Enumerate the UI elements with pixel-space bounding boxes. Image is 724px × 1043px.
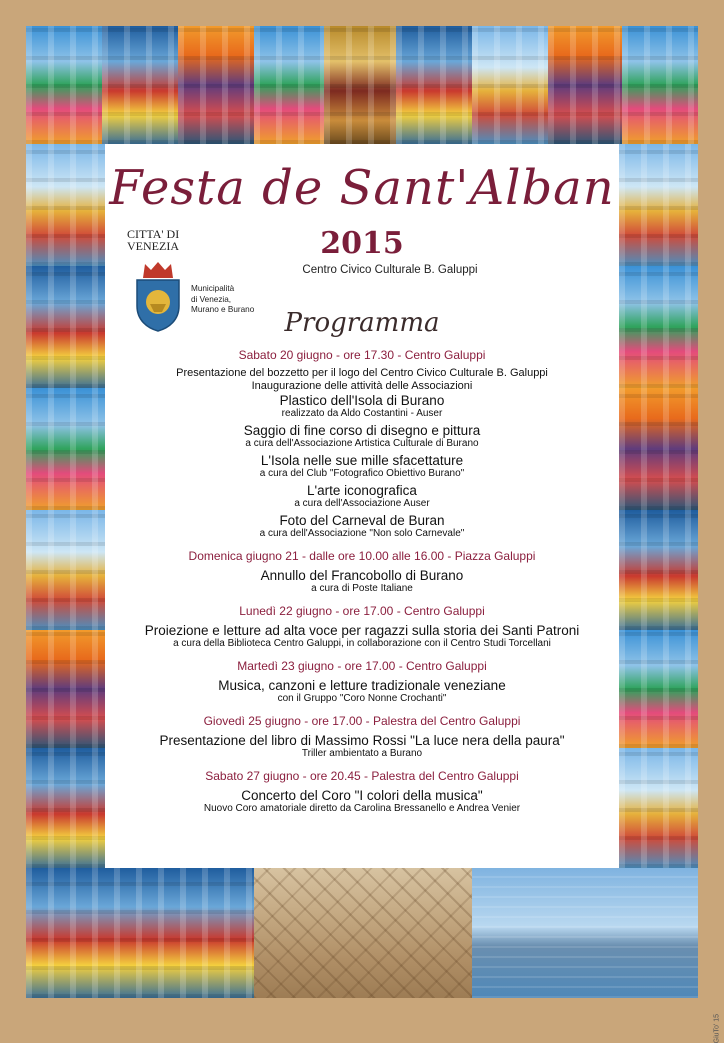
municipality-line-3: Murano e Burano <box>191 305 255 314</box>
photo-bottom-houses <box>26 868 254 998</box>
event-organizer: realizzato da Aldo Costantini - Auser <box>281 408 443 419</box>
event-title: L'Isola nelle sue mille sfacettature <box>260 453 464 468</box>
event-title: Plastico dell'Isola di Burano <box>279 393 445 408</box>
event-title: Annullo del Francobollo di Burano <box>260 568 464 583</box>
event-title: L'arte iconografica <box>307 483 417 498</box>
municipality-line-2: di Venezia, <box>191 294 232 304</box>
event-title: Presentazione del libro di Massimo Rossi "La luce nera della paura" <box>159 733 565 748</box>
event-organizer: Nuovo Coro amatoriale diretto da Carolina Bressanello e Andrea Venier <box>203 803 521 814</box>
city-line-2: VENEZIA <box>127 239 179 253</box>
photo-burano-houses-4 <box>254 26 324 144</box>
city-line-1: CITTA' DI <box>127 227 180 241</box>
event-organizer: a cura dell'Associazione Artistica Culturale di Burano <box>245 438 479 449</box>
event-organizer: con il Gruppo "Coro Nonne Crochanti" <box>277 693 447 704</box>
photo-right-3 <box>619 388 698 510</box>
photo-icon-saint <box>324 26 396 144</box>
event-description: Inaugurazione delle attività delle Associazioni <box>251 380 473 392</box>
event-organizer: Triller ambientato a Burano <box>301 748 423 759</box>
photo-right-2 <box>619 266 698 388</box>
photo-burano-houses-2 <box>102 26 178 144</box>
photo-right-6 <box>619 748 698 868</box>
photo-burano-houses-1 <box>26 26 102 144</box>
event-title: Proiezione e letture ad alta voce per ragazzi sulla storia dei Santi Patroni <box>144 623 580 638</box>
photo-left-5 <box>26 630 105 748</box>
event-organizer: a cura dell'Associazione "Non solo Carnevale" <box>259 528 465 539</box>
municipality-logo <box>127 227 267 314</box>
city-name <box>127 228 197 252</box>
event-title: Concerto del Coro "I colori della musica" <box>241 788 483 803</box>
municipality-line-1: Municipalità <box>191 284 235 293</box>
photo-left-6 <box>26 748 105 868</box>
photo-right-4 <box>619 510 698 630</box>
photo-burano-houses-3 <box>178 26 254 144</box>
event-description: Presentazione del bozzetto per il logo del Centro Civico Culturale B. Galuppi <box>176 367 548 379</box>
photo-sunset-canal <box>548 26 622 144</box>
photo-burano-houses-5 <box>396 26 472 144</box>
program-panel <box>105 144 619 868</box>
program-list <box>105 348 619 818</box>
event-title: Saggio di fine corso di disegno e pittura <box>243 423 481 438</box>
photo-credit: GiuTo' 15 <box>713 1014 720 1043</box>
photo-burano-canal-1 <box>472 26 548 144</box>
schedule-day-heading: Sabato 20 giugno - ore 17.30 - Centro Galuppi <box>238 348 486 362</box>
event-title: Musica, canzoni e letture tradizionale veneziane <box>218 678 506 693</box>
venue-name: Centro Civico Culturale B. Galuppi <box>302 264 478 276</box>
photo-left-3 <box>26 388 105 510</box>
photo-bottom-lagoon <box>472 868 698 998</box>
event-organizer: a cura della Biblioteca Centro Galuppi, in collaborazione con il Centro Studi Torcellani <box>173 638 551 649</box>
schedule-day-heading: Lunedì 22 giugno - ore 17.00 - Centro Galuppi <box>239 604 485 618</box>
event-organizer: a cura dell'Associazione Auser <box>294 498 430 509</box>
programma-heading: Programma <box>284 308 440 338</box>
event-organizer: a cura di Poste Italiane <box>311 583 413 594</box>
photo-right-1 <box>619 144 698 266</box>
photo-burano-houses-6 <box>622 26 698 144</box>
schedule-day-heading: Giovedì 25 giugno - ore 17.00 - Palestra del Centro Galuppi <box>203 714 521 728</box>
photo-left-4 <box>26 510 105 630</box>
event-organizer: a cura del Club "Fotografico Obiettivo Burano" <box>259 468 465 479</box>
photo-bottom-relief <box>254 868 472 998</box>
poster-year: 2015 <box>320 226 404 261</box>
schedule-day-heading: Sabato 27 giugno - ore 20.45 - Palestra del Centro Galuppi <box>205 769 519 783</box>
poster-title: Festa de Sant'Alban <box>109 160 615 216</box>
schedule-day-heading: Domenica giugno 21 - dalle ore 10.00 alle 16.00 - Piazza Galuppi <box>188 549 536 563</box>
photo-left-1 <box>26 144 105 266</box>
photo-left-2 <box>26 266 105 388</box>
schedule-day-heading: Martedì 23 giugno - ore 17.00 - Centro Galuppi <box>237 659 487 673</box>
event-title: Foto del Carneval de Buran <box>279 513 445 528</box>
photo-right-5 <box>619 630 698 748</box>
